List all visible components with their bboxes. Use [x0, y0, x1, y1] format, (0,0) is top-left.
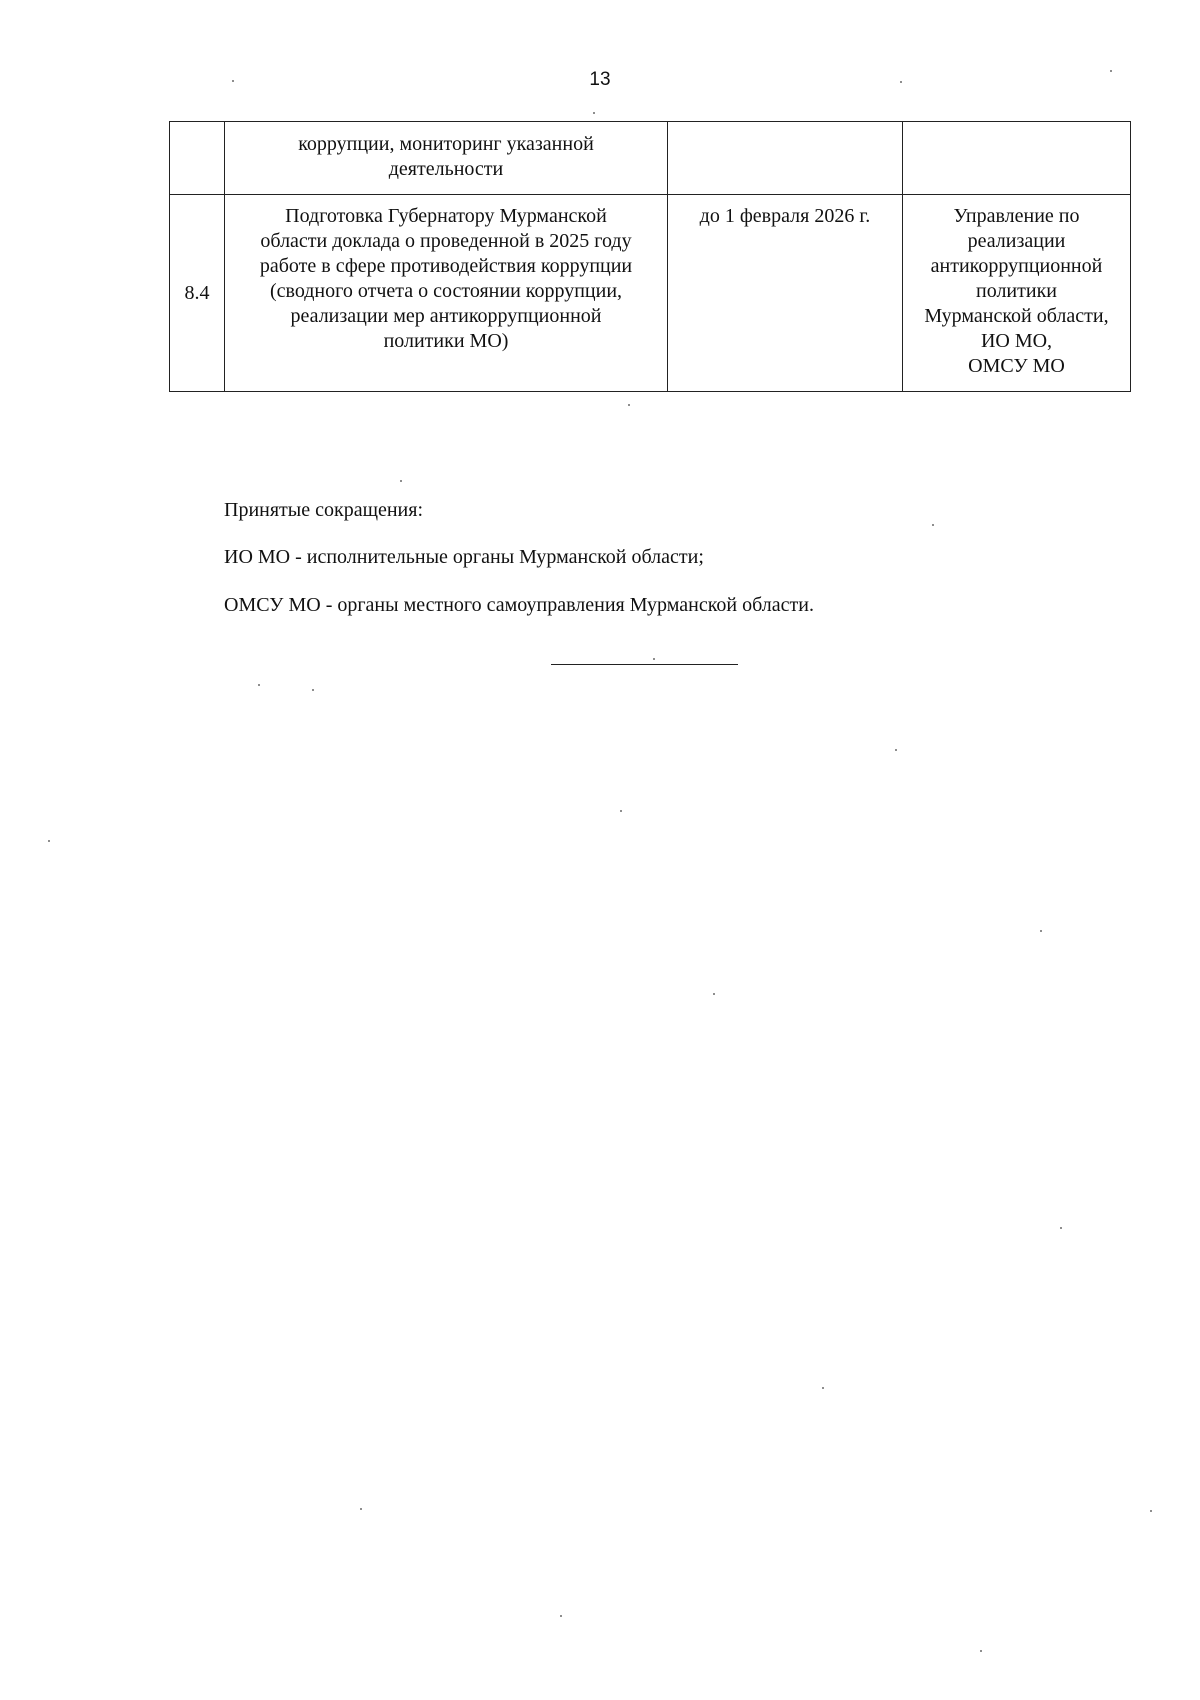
- scan-speck: [312, 689, 314, 691]
- closing-rule: [551, 664, 738, 665]
- scan-speck: [560, 1615, 562, 1617]
- scan-speck: [713, 993, 715, 995]
- responsible-text: Управление по реализации антикоррупционной политики Мурманской области, ИО МО, ОМСУ МО: [924, 205, 1109, 377]
- page-number: 13: [589, 69, 611, 90]
- scan-speck: [900, 81, 902, 83]
- scan-speck: [1060, 1227, 1062, 1229]
- measures-table: [169, 121, 1131, 392]
- scan-speck: [628, 404, 630, 406]
- scan-speck: [1150, 1510, 1152, 1512]
- table-row: [170, 122, 1131, 195]
- abbreviations-title: Принятые сокращения:: [224, 499, 424, 521]
- scan-speck: [593, 112, 595, 114]
- table-row: [170, 195, 1131, 392]
- scan-speck: [258, 684, 260, 686]
- cell-number: [170, 195, 225, 392]
- action-text: коррупции, мониторинг указанной деятельности: [298, 133, 594, 180]
- scan-speck: [980, 1650, 982, 1652]
- scan-speck: [232, 80, 234, 82]
- scan-speck: [48, 840, 50, 842]
- cell-responsible: [903, 195, 1131, 392]
- row-number: 8.4: [184, 281, 210, 304]
- scan-speck: [400, 480, 402, 482]
- scan-speck: [932, 524, 934, 526]
- deadline-text: до 1 февраля 2026 г.: [699, 205, 871, 227]
- action-text: Подготовка Губернатору Мурманской области доклада о проведенной в 2025 году работе в сфере противодействия коррупции (сводного отчета о состоянии коррупции, реализации мер антикоррупционной политики МО): [259, 205, 633, 352]
- cell-action: [225, 195, 668, 392]
- abbreviation-item: ОМСУ МО - органы местного самоуправления Мурманской области.: [224, 594, 814, 616]
- abbreviation-item: ИО МО - исполнительные органы Мурманской области;: [224, 546, 704, 568]
- scan-speck: [360, 1508, 362, 1510]
- scan-speck: [653, 658, 655, 660]
- scan-speck: [895, 749, 897, 751]
- cell-deadline: [668, 195, 903, 392]
- cell-responsible: [903, 122, 1131, 195]
- cell-action: [225, 122, 668, 195]
- scan-speck: [1040, 930, 1042, 932]
- cell-deadline: [668, 122, 903, 195]
- scan-speck: [1110, 70, 1112, 72]
- scan-speck: [620, 810, 622, 812]
- scan-speck: [822, 1387, 824, 1389]
- cell-number: [170, 122, 225, 195]
